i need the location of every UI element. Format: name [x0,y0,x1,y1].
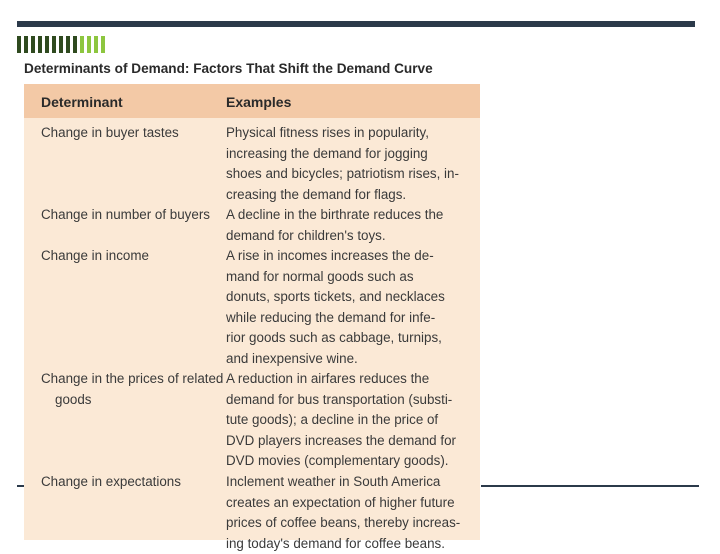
example-line: and inexpensive wine. [226,349,470,370]
example-line: creasing the demand for flags. [226,185,470,206]
header-determinant: Determinant [41,94,123,110]
stripe [101,36,105,53]
table-header-row [24,84,480,118]
stripe-decoration [17,36,105,53]
example-line: Physical fitness rises in popularity, [226,123,470,144]
determinant-cell: Change in the prices of related goods [41,369,225,410]
bottom-accent-line [481,485,699,487]
determinant-cell: Change in income [41,246,225,267]
stripe [94,36,98,53]
determinant-cell: Change in expectations [41,472,225,493]
stripe [45,36,49,53]
stripe [52,36,56,53]
example-line: rior goods such as cabbage, turnips, [226,328,470,349]
example-line: A decline in the birthrate reduces the [226,205,470,226]
example-line: ing today's demand for coffee beans. [226,534,470,554]
example-line: A rise in incomes increases the de- [226,246,470,267]
example-line: increasing the demand for jogging [226,144,470,165]
example-line: tute goods); a decline in the price of [226,410,470,431]
stripe [24,36,28,53]
example-line: demand for children's toys. [226,226,470,247]
determinant-cell: Change in buyer tastes [41,123,225,144]
example-line: mand for normal goods such as [226,267,470,288]
bottom-left-tick [17,485,24,487]
determinant-cell: Change in number of buyers [41,205,225,226]
examples-cell [226,369,470,472]
header-examples: Examples [226,94,291,110]
page-title: Determinants of Demand: Factors That Shift the Demand Curve [24,61,494,76]
examples-cell [226,472,470,554]
determinants-table [24,84,480,540]
stripe [31,36,35,53]
stripe [80,36,84,53]
example-line: demand for bus transportation (substi- [226,390,470,411]
example-line: shoes and bicycles; patriotism rises, in- [226,164,470,185]
examples-cell [226,246,470,369]
example-line: while reducing the demand for infe- [226,308,470,329]
example-line: DVD players increases the demand for [226,431,470,452]
example-line: prices of coffee beans, thereby increas- [226,513,470,534]
example-line: DVD movies (complementary goods). [226,451,470,472]
top-accent-bar [17,21,695,27]
stripe [73,36,77,53]
example-line: donuts, sports tickets, and necklaces [226,287,470,308]
stripe [59,36,63,53]
examples-cell [226,205,470,246]
examples-cell [226,123,470,205]
example-line: Inclement weather in South America [226,472,470,493]
stripe [87,36,91,53]
stripe [38,36,42,53]
stripe [17,36,21,53]
stripe [66,36,70,53]
example-line: creates an expectation of higher future [226,493,470,514]
example-line: A reduction in airfares reduces the [226,369,470,390]
